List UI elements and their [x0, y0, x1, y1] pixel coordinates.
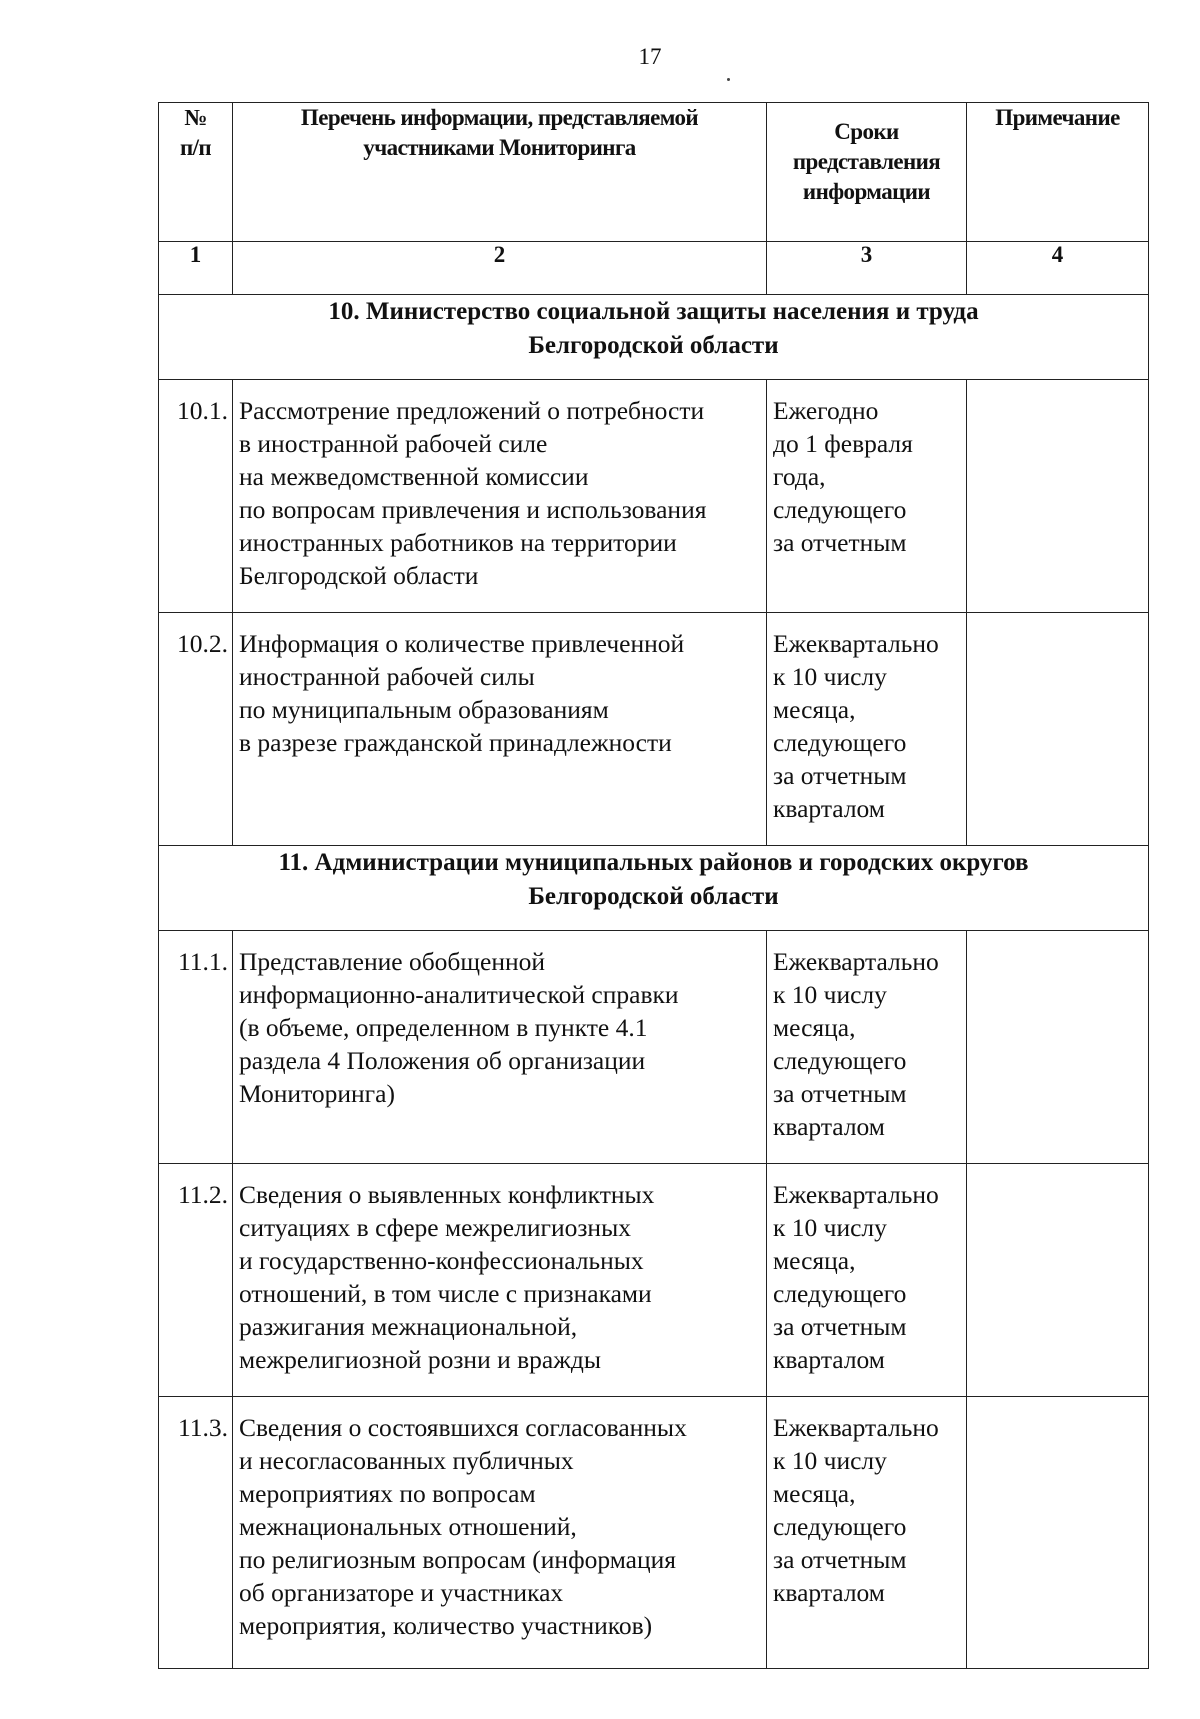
column-number: 2 [233, 242, 767, 295]
row-number: 11.3. [159, 1397, 233, 1669]
row-text: Рассмотрение предложений о потребности в иностранной рабочей силе на межведомственной комиссии по вопросам привлечения и использования иностранных работников на территории Белгородской области [233, 380, 767, 613]
table-row [159, 1397, 1149, 1669]
header-terms: Сроки представления информации [767, 103, 967, 242]
row-note [967, 613, 1149, 846]
table-row [159, 1164, 1149, 1397]
row-text: Сведения о выявленных конфликтных ситуациях в сфере межрелигиозных и государственно-конфессиональных отношений, в том числе с признаками разжигания межнациональной, межрелигиозной розни и вражды [233, 1164, 767, 1397]
table-row [159, 931, 1149, 1164]
column-number: 4 [967, 242, 1149, 295]
scan-speck [727, 78, 730, 81]
row-term: Ежеквартально к 10 числу месяца, следующего за отчетным кварталом [767, 1397, 967, 1669]
row-text: Сведения о состоявшихся согласованных и несогласованных публичных мероприятиях по вопросам межнациональных отношений, по религиозным вопросам (информация об организаторе и участниках мероприятия, количество участников) [233, 1397, 767, 1669]
page-number: 17 [638, 44, 662, 69]
column-number-row [159, 242, 1149, 295]
row-term: Ежеквартально к 10 числу месяца, следующего за отчетным кварталом [767, 931, 967, 1164]
row-note [967, 1164, 1149, 1397]
section-row [159, 846, 1149, 931]
table-row [159, 613, 1149, 846]
section-title: 11. Администрации муниципальных районов и городских округов Белгородской области [159, 846, 1149, 931]
section-title: 10. Министерство социальной защиты населения и труда Белгородской области [159, 295, 1149, 380]
row-number: 11.2. [159, 1164, 233, 1397]
row-text: Информация о количестве привлеченной иностранной рабочей силы по муниципальным образованиям в разрезе гражданской принадлежности [233, 613, 767, 846]
row-number: 10.2. [159, 613, 233, 846]
row-term: Ежегодно до 1 февраля года, следующего за отчетным [767, 380, 967, 613]
header-info: Перечень информации, представляемой участниками Мониторинга [233, 103, 767, 242]
table-row [159, 380, 1149, 613]
row-note [967, 931, 1149, 1164]
monitoring-table [158, 102, 1149, 1669]
row-number: 10.1. [159, 380, 233, 613]
column-number: 3 [767, 242, 967, 295]
header-note: Примечание [967, 103, 1149, 242]
row-term: Ежеквартально к 10 числу месяца, следующего за отчетным кварталом [767, 613, 967, 846]
row-note [967, 380, 1149, 613]
row-text: Представление обобщенной информационно-аналитической справки (в объеме, определенном в пункте 4.1 раздела 4 Положения об организации Мониторинга) [233, 931, 767, 1164]
row-note [967, 1397, 1149, 1669]
header-num: № п/п [159, 103, 233, 242]
column-number: 1 [159, 242, 233, 295]
row-number: 11.1. [159, 931, 233, 1164]
section-row [159, 295, 1149, 380]
header-row [159, 103, 1149, 242]
row-term: Ежеквартально к 10 числу месяца, следующего за отчетным кварталом [767, 1164, 967, 1397]
